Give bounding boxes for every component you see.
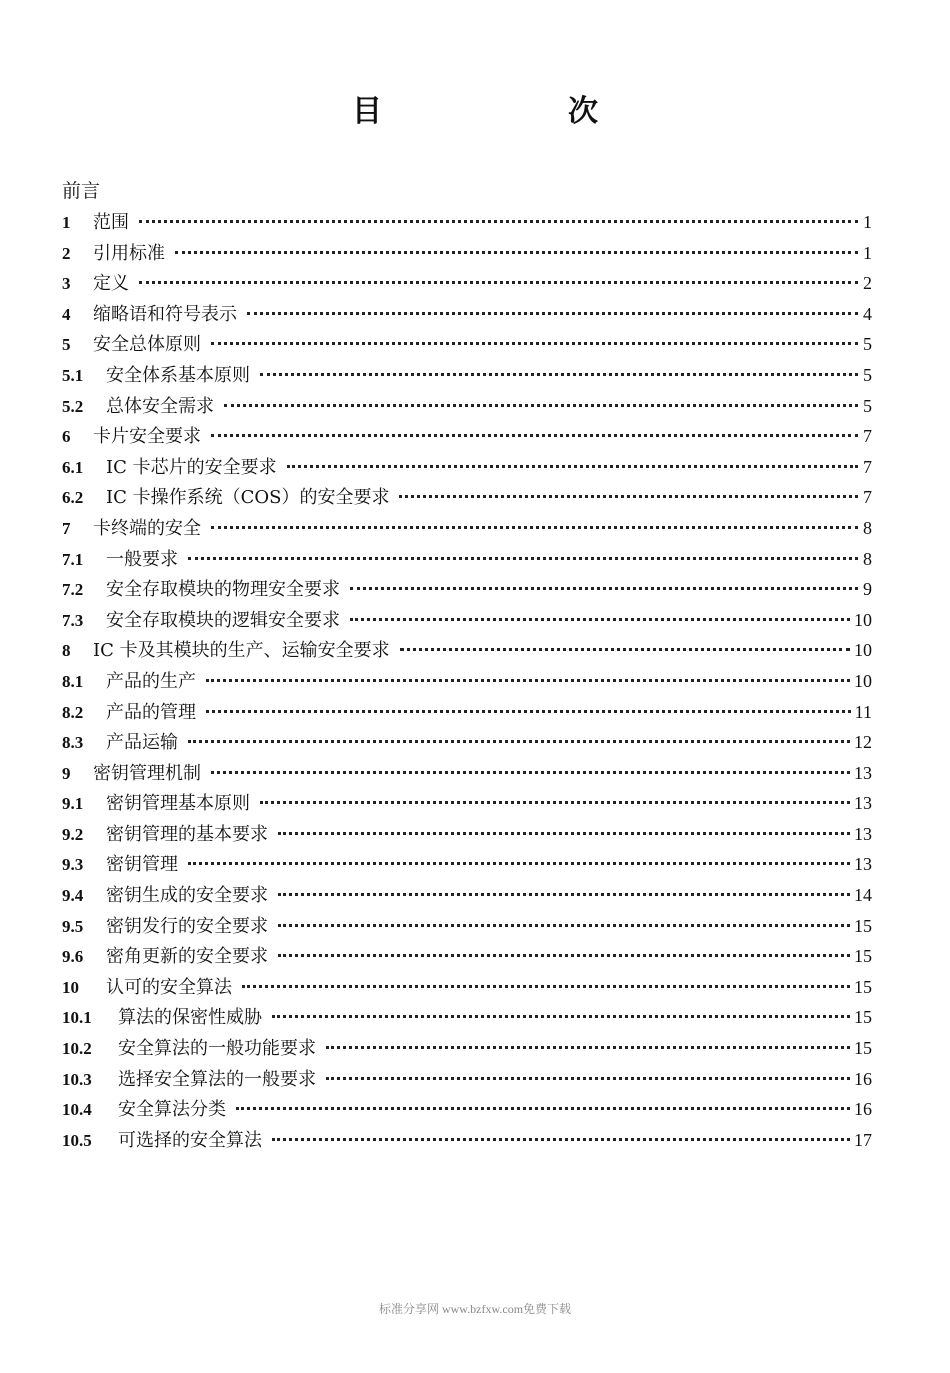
- toc-entry: [62, 972, 872, 1003]
- toc-entry-label: 卡终端的安全: [93, 517, 201, 539]
- toc-leader-dots: [188, 740, 850, 743]
- toc-leader-dots: [211, 526, 858, 529]
- toc-entry-label: 认可的安全算法: [106, 976, 232, 998]
- toc-entry-number: 7.3: [62, 610, 84, 630]
- toc-entry-number: 1: [62, 213, 71, 232]
- toc-entry-page: 7: [863, 456, 872, 477]
- toc-entry: [62, 788, 872, 819]
- toc-entry-number: 7.2: [62, 580, 84, 600]
- toc-entry-page: 13: [854, 823, 872, 844]
- toc-leader-dots: [211, 771, 850, 774]
- toc-leader-dots: [260, 801, 850, 804]
- toc-leader-dots: [139, 281, 858, 284]
- toc-entry-label: 密钥管理的基本要求: [106, 823, 268, 845]
- toc-entry: [62, 421, 872, 452]
- toc-leader-dots: [272, 1015, 850, 1018]
- toc-entry: [62, 452, 872, 483]
- toc-entry-number: 5: [62, 335, 71, 355]
- toc-entry-page: 16: [854, 1099, 872, 1120]
- toc-leader-dots: [400, 648, 850, 651]
- toc-entry-label: IC 卡芯片的安全要求: [106, 456, 277, 478]
- toc-entry: [62, 513, 872, 544]
- toc-entry-label: 缩略语和符号表示: [93, 303, 237, 325]
- toc-entry-number: 7: [62, 518, 71, 538]
- toc-leader-dots: [287, 465, 858, 468]
- toc-entry-page: 13: [854, 762, 872, 783]
- toc-entry-number: 10.1: [62, 1008, 92, 1028]
- toc-entry-label: IC 卡操作系统（COS）的安全要求: [106, 487, 390, 509]
- toc-leader-dots: [224, 404, 858, 407]
- toc-entry: [62, 911, 872, 942]
- toc-entry-label: 产品的生产: [106, 670, 196, 692]
- toc-entry-number: 5.2: [62, 396, 84, 416]
- page-title: 目 次: [352, 94, 676, 129]
- toc-leader-dots: [260, 373, 858, 376]
- toc-entry-number: 6.2: [62, 488, 84, 508]
- toc-entry: [62, 544, 872, 575]
- toc-entry: [62, 1094, 872, 1125]
- toc-entry-page: 8: [863, 517, 872, 538]
- toc-entry-number: 9.2: [62, 824, 84, 844]
- toc-entry-label: 算法的保密性威胁: [118, 1007, 262, 1029]
- toc-entry: [62, 697, 872, 728]
- toc-entry-page: 1: [863, 212, 872, 232]
- toc-entry-page: 10: [854, 609, 872, 630]
- toc-entry-label: 卡片安全要求: [93, 426, 201, 448]
- toc-entry-number: 4: [62, 304, 71, 324]
- toc-entry-number: 8.1: [62, 671, 84, 691]
- toc-entry-number: 9.6: [62, 947, 84, 967]
- toc-entry-number: 10: [62, 977, 79, 997]
- toc-entry: [62, 819, 872, 850]
- toc-entry-number: 10.3: [62, 1069, 92, 1089]
- toc-leader-dots: [278, 832, 850, 835]
- toc-leader-dots: [211, 434, 858, 437]
- toc-entry-label: 密钥管理: [106, 854, 178, 876]
- toc-entry-number: 8.2: [62, 702, 84, 722]
- toc-entry-page: 5: [863, 395, 872, 416]
- toc-entry-label: 引用标准: [93, 242, 165, 264]
- toc-entry-page: 10: [854, 640, 872, 661]
- toc-entry-number: 7.1: [62, 549, 84, 569]
- toc-leader-dots: [272, 1138, 850, 1141]
- toc-entry: [62, 727, 872, 758]
- toc-entry: [62, 849, 872, 880]
- toc-entry-page: 14: [854, 885, 872, 906]
- toc-entry-label: 安全总体原则: [93, 334, 201, 356]
- toc-entry-label: 范围: [93, 212, 129, 233]
- toc-leader-dots: [326, 1077, 850, 1080]
- foreword-heading: 前言: [62, 180, 101, 202]
- toc-entry-number: 8: [62, 641, 71, 661]
- toc-entry-number: 9.3: [62, 855, 84, 875]
- toc-entry-label: 产品的管理: [106, 701, 196, 723]
- toc-entry-page: 2: [863, 273, 872, 294]
- toc-entry-page: 9: [863, 579, 872, 600]
- toc-entry: [62, 605, 872, 636]
- toc-entry-label: 选择安全算法的一般要求: [118, 1068, 316, 1090]
- toc-entry-page: 15: [854, 976, 872, 997]
- toc-leader-dots: [247, 312, 858, 315]
- toc-entry: [62, 207, 872, 238]
- toc-entry-page: 5: [863, 364, 872, 385]
- footer-watermark: 标准分享网 www.bzfxw.com免费下载: [378, 1302, 572, 1316]
- toc-entry-label: 安全存取模块的物理安全要求: [106, 579, 340, 601]
- toc-entry-page: 11: [854, 701, 872, 722]
- toc-leader-dots: [206, 710, 851, 713]
- toc-entry-page: 15: [854, 1007, 872, 1028]
- toc-entry-page: 5: [863, 334, 872, 355]
- toc-entry: [62, 1033, 872, 1064]
- toc-entry-page: 1: [863, 242, 872, 263]
- toc-leader-dots: [278, 954, 850, 957]
- toc-entry: [62, 268, 872, 299]
- toc-entry-page: 16: [854, 1068, 872, 1089]
- toc-entry: [62, 574, 872, 605]
- toc-entry-number: 9.1: [62, 794, 84, 814]
- toc-leader-dots: [350, 618, 850, 621]
- toc-entry: [62, 1125, 872, 1156]
- toc-entry-page: 13: [854, 793, 872, 814]
- toc-leader-dots: [350, 587, 858, 590]
- toc-entry-page: 12: [854, 732, 872, 753]
- toc-entry-label: 密钥发行的安全要求: [106, 915, 268, 937]
- toc-entry: [62, 758, 872, 789]
- toc-entry-number: 9.5: [62, 916, 84, 936]
- toc-entry-number: 2: [62, 243, 71, 263]
- toc-leader-dots: [206, 679, 850, 682]
- toc-entry-label: 可选择的安全算法: [118, 1129, 262, 1151]
- toc-entry-number: 10.4: [62, 1100, 92, 1120]
- toc-entry: [62, 941, 872, 972]
- toc-leader-dots: [326, 1046, 850, 1049]
- toc-entry-number: 9.4: [62, 886, 84, 906]
- toc-entry-page: 8: [863, 548, 872, 569]
- toc-list: [62, 207, 872, 1155]
- toc-leader-dots: [236, 1107, 850, 1110]
- toc-entry: [62, 238, 872, 269]
- toc-leader-dots: [278, 893, 850, 896]
- toc-entry: [62, 635, 872, 666]
- toc-entry-page: 10: [854, 670, 872, 691]
- toc-entry-page: 4: [863, 303, 872, 324]
- toc-entry-page: 17: [854, 1129, 872, 1150]
- toc-entry-number: 10.2: [62, 1039, 92, 1059]
- toc-leader-dots: [211, 342, 858, 345]
- toc-entry-label: 定义: [93, 273, 129, 295]
- toc-leader-dots: [175, 251, 858, 254]
- toc-entry: [62, 391, 872, 422]
- toc-entry-page: 15: [854, 946, 872, 967]
- toc-leader-dots: [188, 557, 858, 560]
- toc-entry-label: 一般要求: [106, 548, 178, 570]
- toc-entry-label: IC 卡及其模块的生产、运输安全要求: [93, 640, 390, 662]
- toc-entry-number: 8.3: [62, 733, 84, 753]
- toc-entry-page: 15: [854, 915, 872, 936]
- toc-entry-label: 安全算法的一般功能要求: [118, 1038, 316, 1060]
- toc-entry: [62, 329, 872, 360]
- toc-entry-label: 密钥管理基本原则: [106, 793, 250, 815]
- toc-entry-number: 6.1: [62, 457, 84, 477]
- toc-leader-dots: [242, 985, 850, 988]
- toc-entry-label: 总体安全需求: [106, 395, 214, 417]
- toc-leader-dots: [399, 495, 858, 498]
- toc-entry-page: 15: [854, 1038, 872, 1059]
- toc-entry-label: 安全算法分类: [118, 1099, 226, 1121]
- toc-entry-page: 7: [863, 487, 872, 508]
- toc-entry-label: 产品运输: [106, 732, 178, 754]
- toc-entry: [62, 299, 872, 330]
- toc-entry-number: 6: [62, 427, 71, 447]
- toc-leader-dots: [139, 220, 858, 223]
- toc-leader-dots: [278, 924, 850, 927]
- toc-entry-page: 13: [854, 854, 872, 875]
- toc-entry-number: 3: [62, 274, 71, 294]
- toc-entry: [62, 360, 872, 391]
- toc-entry-label: 密角更新的安全要求: [106, 946, 268, 968]
- toc-entry: [62, 482, 872, 513]
- toc-leader-dots: [188, 862, 850, 865]
- toc-entry-number: 10.5: [62, 1130, 92, 1150]
- toc-entry-label: 安全体系基本原则: [106, 364, 250, 386]
- toc-entry-page: 7: [863, 426, 872, 447]
- toc-entry-number: 9: [62, 763, 71, 783]
- toc-entry-number: 5.1: [62, 365, 84, 385]
- toc-entry: [62, 666, 872, 697]
- toc-entry: [62, 1064, 872, 1095]
- toc-entry: [62, 880, 872, 911]
- toc-entry-label: 密钥管理机制: [93, 762, 201, 784]
- toc-entry: [62, 1002, 872, 1033]
- toc-entry-label: 安全存取模块的逻辑安全要求: [106, 609, 340, 631]
- toc-entry-label: 密钥生成的安全要求: [106, 885, 268, 907]
